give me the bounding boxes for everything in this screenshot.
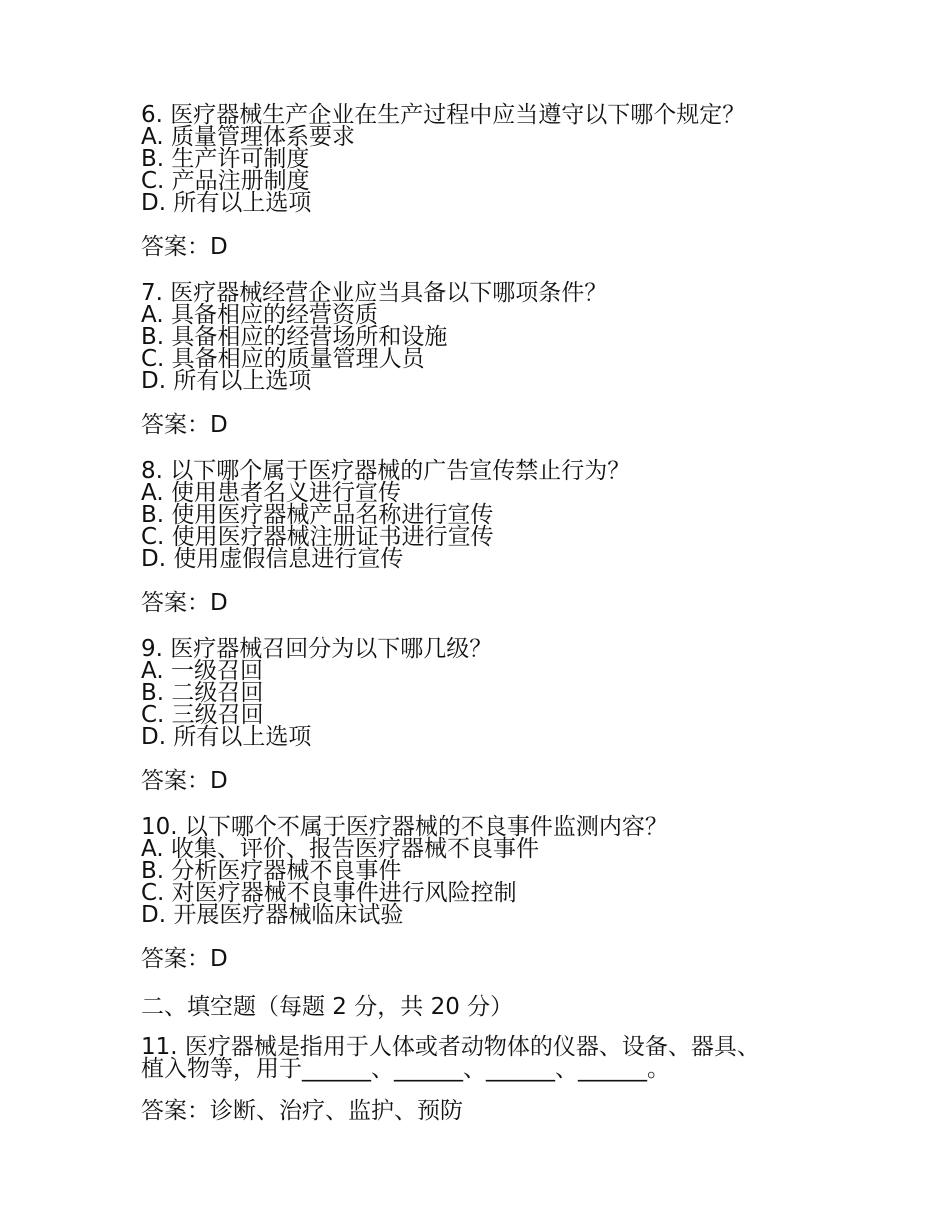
option-b: B. 分析医疗器械不良事件: [141, 858, 402, 884]
answer: 答案：D: [141, 590, 228, 616]
option-a: A. 使用患者名义进行宣传: [141, 480, 401, 506]
option-d: D. 开展医疗器械临床试验: [141, 902, 404, 928]
option-c: C. 具备相应的质量管理人员: [141, 346, 425, 372]
answer: 答案：D: [141, 946, 228, 972]
option-a: A. 具备相应的经营资质: [141, 302, 378, 328]
question-9: [141, 638, 821, 794]
option-c: C. 使用医疗器械注册证书进行宣传: [141, 524, 494, 550]
question-stem: 9. 医疗器械召回分为以下哪几级？: [141, 636, 493, 662]
question-stem: 6. 医疗器械生产企业在生产过程中应当遵守以下哪个规定？: [141, 102, 746, 128]
question-8: [141, 460, 821, 616]
question-stem-line-2: 植入物等，用于______、______、______、______。: [141, 1056, 670, 1082]
option-b: B. 二级召回: [141, 680, 264, 706]
question-10: [141, 816, 821, 972]
option-d: D. 所有以上选项: [141, 724, 312, 750]
option-d: D. 所有以上选项: [141, 368, 312, 394]
option-c: C. 产品注册制度: [141, 168, 310, 194]
option-d: D. 使用虚假信息进行宣传: [141, 546, 404, 572]
question-stem: 10. 以下哪个不属于医疗器械的不良事件监测内容？: [141, 814, 668, 840]
option-d: D. 所有以上选项: [141, 190, 312, 216]
answer: 答案：D: [141, 768, 228, 794]
option-b: B. 使用医疗器械产品名称进行宣传: [141, 502, 494, 528]
option-c: C. 对医疗器械不良事件进行风险控制: [141, 880, 517, 906]
answer: 答案：D: [141, 234, 228, 260]
document-page: [141, 104, 821, 1146]
option-b: B. 生产许可制度: [141, 146, 310, 172]
option-a: A. 收集、评价、报告医疗器械不良事件: [141, 836, 539, 862]
question-7: [141, 282, 821, 438]
question-stem: 8. 以下哪个属于医疗器械的广告宣传禁止行为？: [141, 458, 631, 484]
question-stem: 7. 医疗器械经营企业应当具备以下哪项条件？: [141, 280, 608, 306]
option-a: A. 质量管理体系要求: [141, 124, 355, 150]
section-title: 二、填空题（每题 2 分，共 20 分）: [141, 994, 514, 1020]
question-11: [141, 1036, 821, 1124]
option-c: C. 三级召回: [141, 702, 264, 728]
answer: 答案：D: [141, 412, 228, 438]
question-6: [141, 104, 821, 260]
answer: 答案：诊断、治疗、监护、预防: [141, 1098, 463, 1124]
option-b: B. 具备相应的经营场所和设施: [141, 324, 448, 350]
question-stem-line-1: 11. 医疗器械是指用于人体或者动物体的仪器、设备、器具、: [141, 1034, 760, 1060]
option-a: A. 一级召回: [141, 658, 263, 684]
